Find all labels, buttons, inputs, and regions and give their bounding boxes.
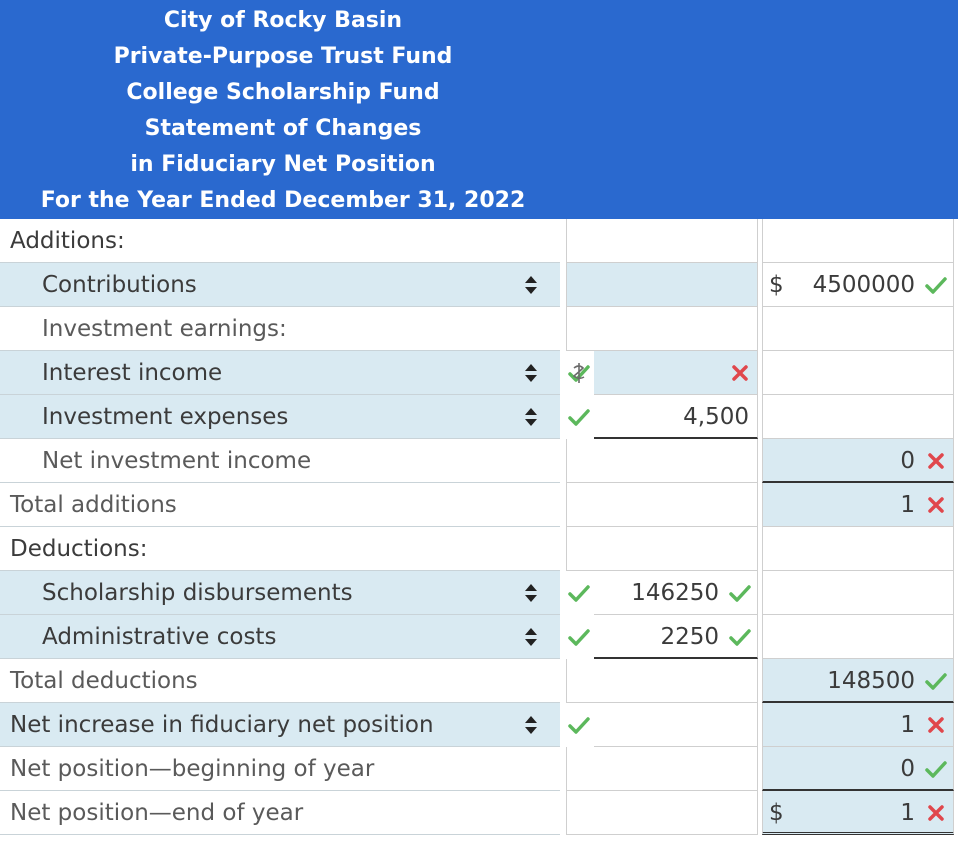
amount-value: 148500 [827,668,915,694]
header-line-4: Statement of Changes [144,116,422,141]
check-icon [925,670,947,692]
amount-input-col2[interactable] [762,527,954,571]
check-icon [729,582,751,604]
select-toggle-icon[interactable] [523,363,539,383]
row-label: Interest income [42,360,223,386]
amount-input-col2[interactable] [762,439,954,483]
amount-input-col2[interactable] [762,703,954,747]
amount-input-col1[interactable] [566,791,758,835]
header-right-band [566,0,958,219]
row-label-cell [0,791,560,835]
row-total-additions [0,483,958,527]
row-additions [0,219,958,263]
row-label-cell [0,615,560,659]
check-icon [568,626,590,648]
select-toggle-icon[interactable] [523,407,539,427]
amount-value: 2250 [660,624,719,650]
row-label: Scholarship disbursements [42,580,353,606]
statement-header [0,0,566,219]
select-toggle-icon[interactable] [523,715,539,735]
amount-input-col1[interactable] [566,307,758,351]
select-toggle-icon[interactable] [523,275,539,295]
amount-input-col2[interactable] [762,395,954,439]
select-toggle-icon[interactable] [523,583,539,603]
row-label: Contributions [42,272,197,298]
amount-input-col2[interactable] [762,747,954,791]
amount-input-col2[interactable] [762,219,954,263]
amount-value: 4500000 [812,272,915,298]
row-total-deductions [0,659,958,703]
row-label-cell [0,527,560,571]
cross-icon [925,802,947,824]
amount-input-col2[interactable] [762,615,954,659]
amount-input-col2[interactable] [762,351,954,395]
row-label: Net position—beginning of year [10,756,375,782]
row-label: Investment expenses [42,404,289,430]
row-label: Administrative costs [42,624,277,650]
check-icon [925,274,947,296]
row-label: Net investment income [42,448,312,474]
row-label-cell [0,395,560,439]
amount-input-col1[interactable] [594,615,758,659]
row-label-cell [0,571,560,615]
amount-input-col2[interactable] [762,791,954,835]
row-label: Net position—end of year [10,800,304,826]
row-interest-income [0,351,958,395]
row-label: Deductions: [10,536,148,562]
row-net-position-end [0,791,958,835]
amount-input-col1[interactable] [566,527,758,571]
dollar-sign: $ [769,800,784,826]
check-icon [568,362,590,384]
row-label: Total additions [10,492,177,518]
row-net-investment-income [0,439,958,483]
row-label-cell [0,351,560,395]
row-label-cell [0,703,560,747]
amount-input-col2[interactable] [762,307,954,351]
amount-input-col2[interactable] [762,659,954,703]
amount-input-col1[interactable] [566,263,758,307]
amount-input-col1[interactable] [594,703,758,747]
row-label-cell [0,263,560,307]
row-label: Total deductions [10,668,198,694]
row-investment-expenses [0,395,958,439]
amount-value: 1 [900,492,915,518]
row-administrative-costs [0,615,958,659]
row-net-position-beginning [0,747,958,791]
row-label-cell [0,439,560,483]
amount-value: 4,500 [683,404,749,430]
header-line-2: Private-Purpose Trust Fund [113,44,453,69]
check-icon [729,626,751,648]
amount-input-col1[interactable] [566,219,758,263]
row-scholarship-disbursements [0,571,958,615]
amount-value: 1 [900,712,915,738]
row-net-increase [0,703,958,747]
amount-input-col1[interactable] [594,351,758,395]
row-label-cell [0,483,560,527]
row-label: Net increase in fiduciary net position [10,712,434,738]
row-investment-earnings [0,307,958,351]
amount-value: 0 [900,448,915,474]
amount-input-col1[interactable] [566,659,758,703]
amount-value: 0 [900,756,915,782]
cross-icon [925,450,947,472]
header-line-1: City of Rocky Basin [163,8,403,33]
row-label: Investment earnings: [42,316,287,342]
header-line-5: in Fiduciary Net Position [130,152,436,177]
check-icon [568,406,590,428]
cross-icon [925,494,947,516]
row-contributions [0,263,958,307]
amount-input-col1[interactable] [566,747,758,791]
header-line-3: College Scholarship Fund [126,80,440,105]
row-label-cell [0,219,560,263]
row-deductions [0,527,958,571]
select-toggle-icon[interactable] [523,627,539,647]
row-label-cell [0,747,560,791]
row-label: Additions: [10,228,125,254]
amount-input-col2[interactable] [762,571,954,615]
amount-input-col1[interactable] [566,483,758,527]
row-label-cell [0,659,560,703]
amount-input-col1[interactable] [566,439,758,483]
dollar-sign: $ [769,272,784,298]
amount-input-col2[interactable] [762,263,954,307]
amount-value: 1 [900,800,915,826]
amount-input-col1[interactable] [594,395,758,439]
header-line-6: For the Year Ended December 31, 2022 [40,188,526,213]
amount-input-col1[interactable] [594,571,758,615]
amount-input-col2[interactable] [762,483,954,527]
check-icon [925,758,947,780]
check-icon [568,582,590,604]
cross-icon [925,714,947,736]
cross-icon [729,362,751,384]
check-icon [568,714,590,736]
row-label-cell [0,307,560,351]
amount-value: 146250 [631,580,719,606]
